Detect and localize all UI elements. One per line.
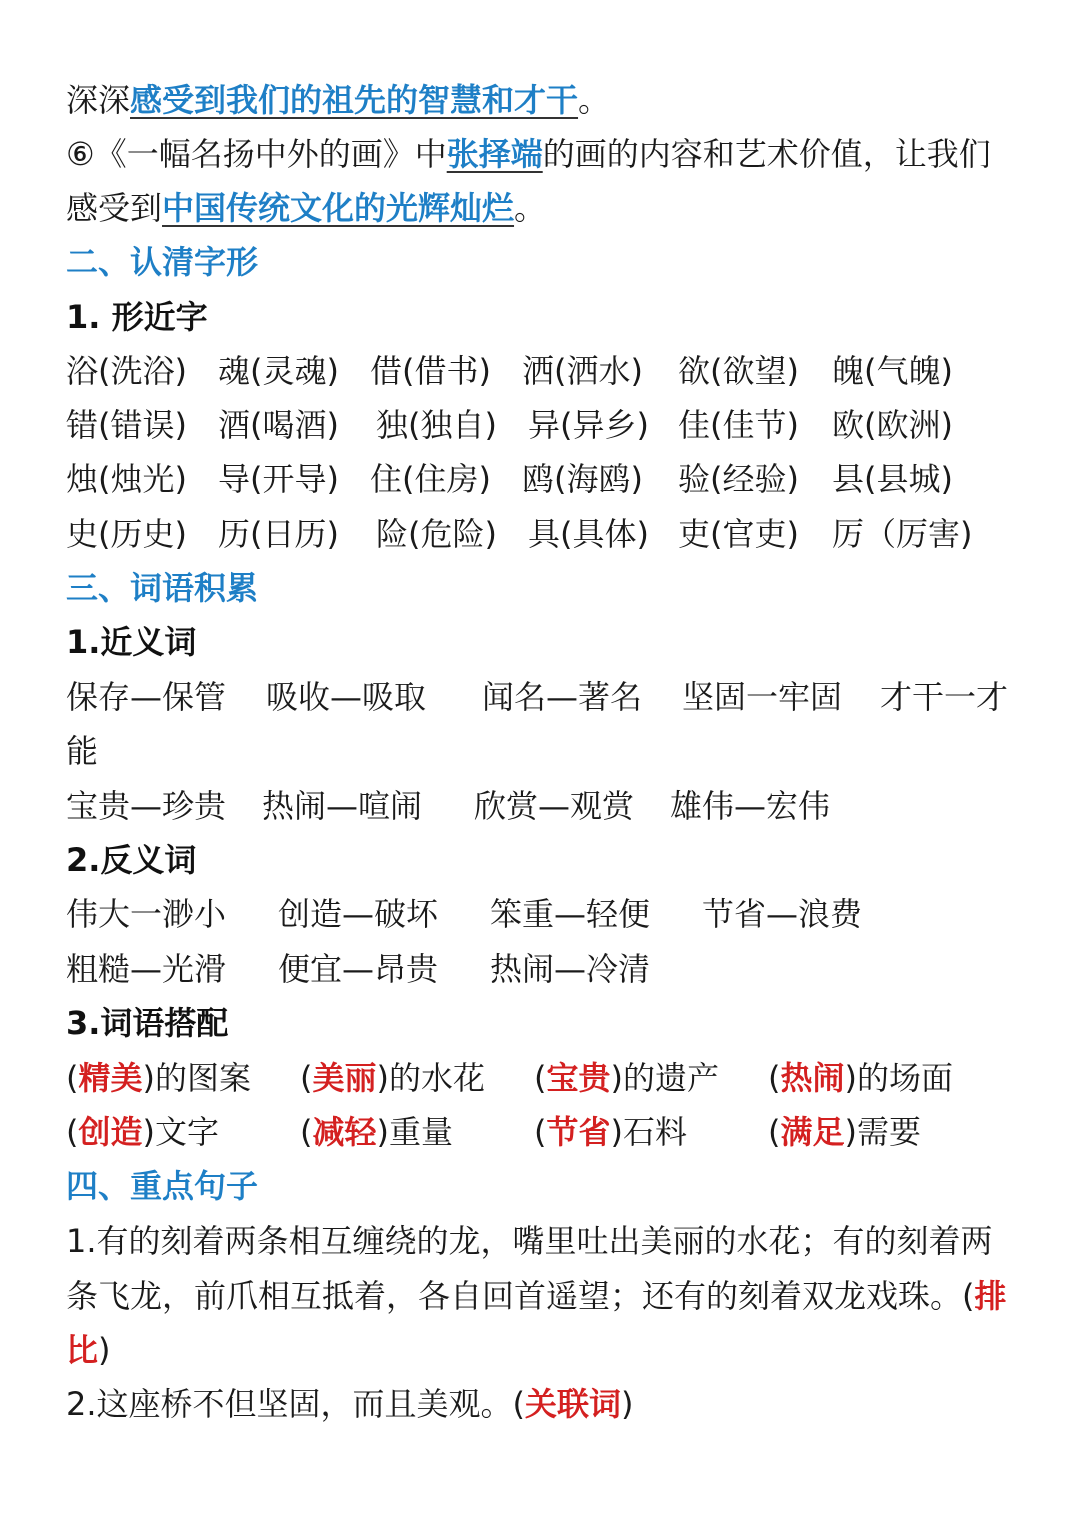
intro-text: 的画的内容和艺术价值，让我们 xyxy=(542,135,991,173)
paren: ) xyxy=(621,1385,634,1423)
word-pair: 粗糙—光滑 xyxy=(66,950,227,988)
char-item: 错(错误) xyxy=(66,406,187,444)
collocation-item xyxy=(300,1058,485,1098)
char-item: 异(异乡) xyxy=(528,406,649,444)
collocation-item xyxy=(534,1058,719,1098)
section-title: 二、认清字形 xyxy=(66,243,259,281)
answer-word: 宝贵 xyxy=(546,1059,611,1097)
collocation-rest: )的水花 xyxy=(376,1059,485,1097)
word-pair: 闻名—著名 xyxy=(482,678,643,716)
word-pair: 坚固一牢固 xyxy=(682,678,843,716)
char-item: 魄(气魄) xyxy=(832,352,953,390)
char-item: 浴(洗浴) xyxy=(66,352,187,390)
answer-word: 精美 xyxy=(78,1059,143,1097)
intro-text: ⑥《一幅名扬中外的画》中 xyxy=(66,135,447,173)
sentence-line xyxy=(66,1330,1040,1370)
sentence-text: 条飞龙，前爪相互抵着，各自回首遥望；还有的刻着双龙戏珠。( xyxy=(66,1277,975,1315)
word-pair: 伟大一渺小 xyxy=(66,895,227,933)
intro-text: 深深 xyxy=(66,81,131,119)
char-item: 吏(官吏) xyxy=(678,515,799,553)
char-item: 历(日历) xyxy=(218,515,339,553)
paren: ) xyxy=(98,1331,111,1369)
intro-line-1 xyxy=(66,80,1040,120)
intro-text: 。 xyxy=(514,189,547,227)
section-title: 四、重点句子 xyxy=(66,1167,259,1205)
paren: ( xyxy=(300,1113,313,1151)
char-item: 酒(喝酒) xyxy=(218,406,339,444)
word-pair: 节省—浪费 xyxy=(702,895,863,933)
char-item: 县(县城) xyxy=(832,460,953,498)
char-item: 佳(佳节) xyxy=(678,406,799,444)
char-item: 厉（厉害) xyxy=(832,515,973,553)
highlight-phrase: 张择端 xyxy=(446,135,543,173)
word-pair: 笨重—轻便 xyxy=(490,895,651,933)
subsection-title: 1.近义词 xyxy=(66,623,197,661)
subsection-title: 2.反义词 xyxy=(66,841,197,879)
subsection-title: 1. 形近字 xyxy=(66,298,208,336)
rhetoric-tag: 关联词 xyxy=(525,1385,622,1423)
paren: ( xyxy=(534,1113,547,1151)
char-item: 具(具体) xyxy=(528,515,649,553)
collocation-item xyxy=(300,1112,453,1152)
collocation-item xyxy=(66,1058,251,1098)
word-pair: 才干一才 xyxy=(880,678,1009,716)
intro-text: 感受到 xyxy=(66,189,163,227)
collocation-rest: )文字 xyxy=(142,1113,219,1151)
answer-word: 满足 xyxy=(780,1113,845,1151)
char-item: 险(危险) xyxy=(376,515,497,553)
paren: ( xyxy=(66,1113,79,1151)
char-item: 欲(欲望) xyxy=(678,352,799,390)
sentence-line xyxy=(66,1384,1040,1424)
collocation-item xyxy=(66,1112,219,1152)
intro-line-3 xyxy=(66,188,1040,228)
collocation-rest: )的遗产 xyxy=(610,1059,719,1097)
collocation-rest: )需要 xyxy=(844,1113,921,1151)
word-pair: 热闹—冷清 xyxy=(490,950,651,988)
word-pair: 便宜—昂贵 xyxy=(278,950,439,988)
collocation-item xyxy=(534,1112,687,1152)
paren: ( xyxy=(768,1113,781,1151)
char-item: 导(开导) xyxy=(218,460,339,498)
paren: ( xyxy=(66,1059,79,1097)
paren: ( xyxy=(534,1059,547,1097)
intro-text: 。 xyxy=(578,81,611,119)
char-item: 魂(灵魂) xyxy=(218,352,339,390)
section-title: 三、词语积累 xyxy=(66,569,259,607)
char-item: 独(独自) xyxy=(376,406,497,444)
collocation-rest: )的场面 xyxy=(844,1059,953,1097)
collocation-rest: )石料 xyxy=(610,1113,687,1151)
char-item: 洒(洒水) xyxy=(522,352,643,390)
answer-word: 热闹 xyxy=(780,1059,845,1097)
answer-word: 美丽 xyxy=(312,1059,377,1097)
paren: ( xyxy=(768,1059,781,1097)
collocation-item xyxy=(768,1112,921,1152)
collocation-item xyxy=(768,1058,953,1098)
word-pair: 保存—保管 xyxy=(66,678,227,716)
word-pair: 欣赏—观赏 xyxy=(474,787,635,825)
word-pair: 吸收—吸取 xyxy=(266,678,427,716)
rhetoric-tag: 比 xyxy=(66,1331,99,1369)
word-pair: 雄伟—宏伟 xyxy=(670,787,831,825)
subsection-title: 3.词语搭配 xyxy=(66,1004,229,1042)
sentence-text: 2.这座桥不但坚固，而且美观。( xyxy=(66,1385,526,1423)
collocation-rest: )的图案 xyxy=(142,1059,251,1097)
collocation-rest: )重量 xyxy=(376,1113,453,1151)
sentence-line: 1.有的刻着两条相互缠绕的龙，嘴里吐出美丽的水花；有的刻着两 xyxy=(66,1222,993,1260)
char-item: 借(借书) xyxy=(370,352,491,390)
word-pair: 创造—破坏 xyxy=(278,895,439,933)
answer-word: 创造 xyxy=(78,1113,143,1151)
char-item: 欧(欧洲) xyxy=(832,406,953,444)
char-item: 验(经验) xyxy=(678,460,799,498)
answer-word: 节省 xyxy=(546,1113,611,1151)
char-item: 鸥(海鸥) xyxy=(522,460,643,498)
char-item: 住(住房) xyxy=(370,460,491,498)
sentence-line xyxy=(66,1276,1040,1316)
char-item: 史(历史) xyxy=(66,515,187,553)
word-pair: 热闹—喧闹 xyxy=(262,787,423,825)
highlight-phrase: 感受到我们的祖先的智慧和才干 xyxy=(130,81,579,119)
highlight-phrase: 中国传统文化的光辉灿烂 xyxy=(162,189,515,227)
word-pair: 宝贵—珍贵 xyxy=(66,787,227,825)
rhetoric-tag: 排 xyxy=(974,1277,1007,1315)
synonym-wrap: 能 xyxy=(66,732,99,770)
paren: ( xyxy=(300,1059,313,1097)
answer-word: 减轻 xyxy=(312,1113,377,1151)
intro-line-2 xyxy=(66,134,1040,174)
char-item: 烛(烛光) xyxy=(66,460,187,498)
